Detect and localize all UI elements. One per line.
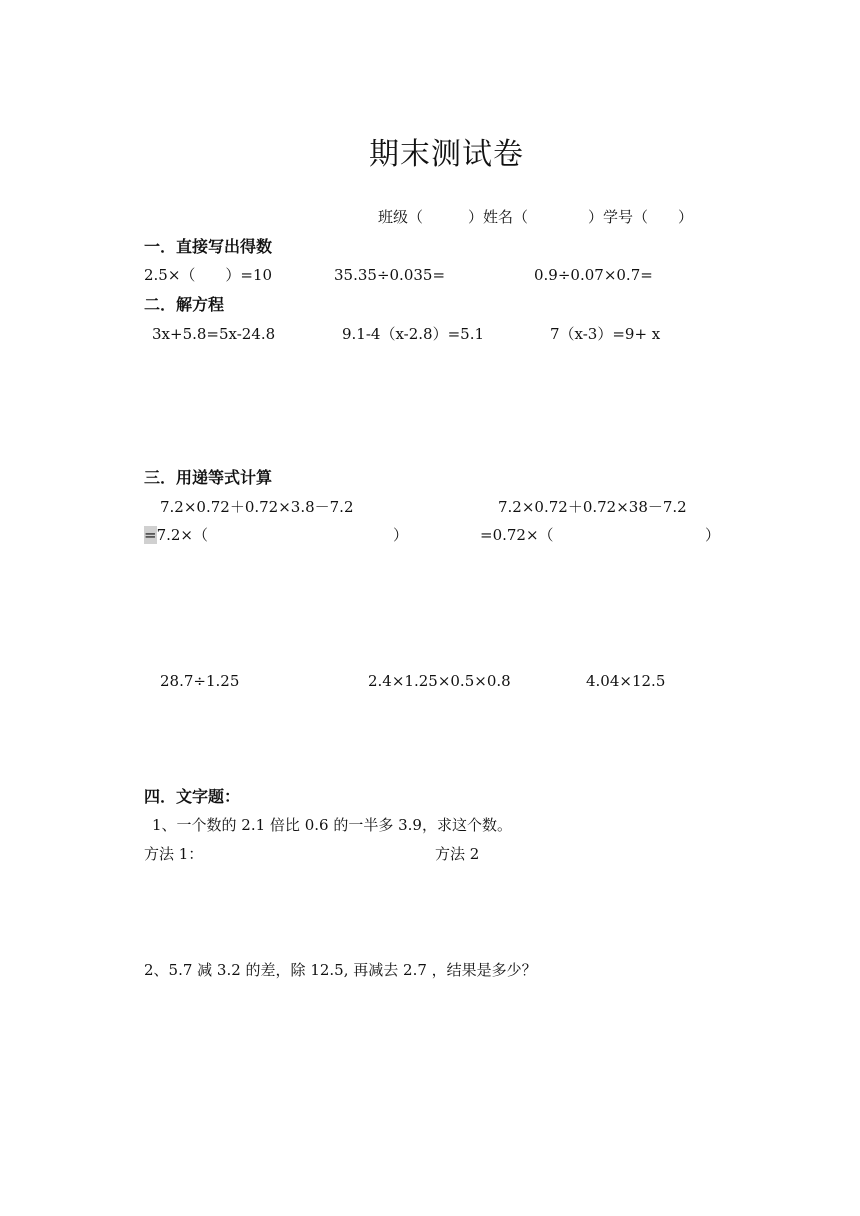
s4-question-1: 1、一个数的 2.1 倍比 0.6 的一半多 3.9，求这个数。 (152, 816, 512, 834)
s4-method-2: 方法 2 (435, 845, 480, 863)
s4-method-1: 方法 1： (144, 845, 204, 863)
s3-step-right-close: ） (705, 526, 721, 544)
s2-item-1: 3x+5.8=5x-24.8 (152, 325, 276, 343)
student-info-line: 班级（ ）姓名（ ）学号（ ） (378, 208, 694, 226)
s3-step-left-text: 7.2×（ (156, 526, 209, 544)
section-1-heading: 一．直接写出得数 (144, 237, 273, 256)
s3-step-left-close: ） (393, 526, 409, 544)
s3-expression-left: 7.2×0.72＋0.72×3.8－7.2 (160, 498, 354, 516)
s3-item-3: 4.04×12.5 (586, 672, 666, 690)
s3-step-left (144, 528, 208, 543)
s3-item-2: 2.4×1.25×0.5×0.8 (368, 672, 511, 690)
s1-item-3: 0.9÷0.07×0.7= (534, 266, 653, 284)
s2-item-2: 9.1-4（x-2.8）=5.1 (342, 325, 485, 343)
s1-item-2: 35.35÷0.035= (334, 266, 446, 284)
page-title: 期末测试卷 (369, 137, 524, 172)
section-3-heading: 三．用递等式计算 (144, 468, 273, 487)
s2-item-3: 7（x-3）=9+ x (550, 325, 661, 343)
section-4-heading: 四．文字题： (144, 787, 241, 806)
s1-item-1: 2.5×（ ）=10 (144, 266, 273, 284)
s4-question-2: 2、5.7 减 3.2 的差，除 12.5, 再减去 2.7 ，结果是多少？ (144, 961, 537, 979)
s3-step-left-equals: = (144, 526, 157, 544)
s3-item-1: 28.7÷1.25 (160, 672, 240, 690)
s3-step-right: =0.72×（ (480, 526, 554, 544)
s3-expression-right: 7.2×0.72＋0.72×38－7.2 (498, 498, 687, 516)
section-2-heading: 二．解方程 (144, 295, 225, 314)
